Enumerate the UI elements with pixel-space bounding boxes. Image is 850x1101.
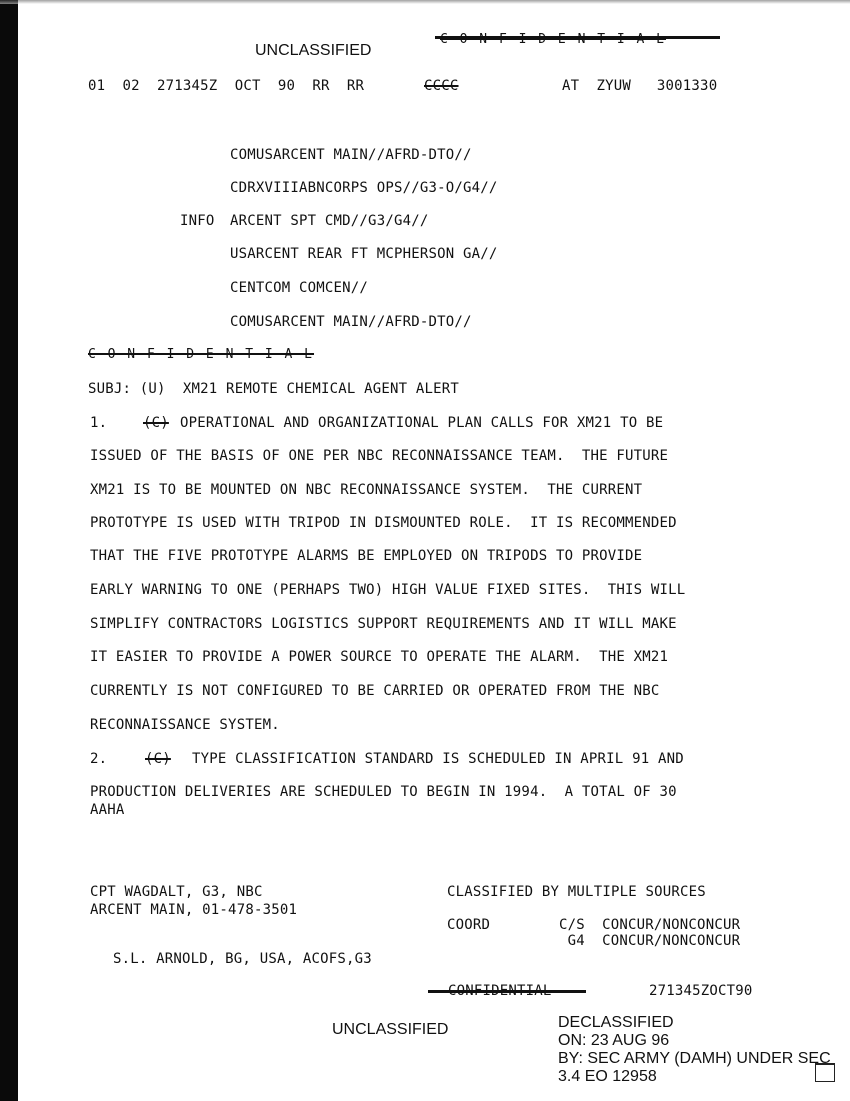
para1-classification-mark: (C) <box>143 415 169 431</box>
top-confidential-marking: C O N F I D E N T I A L <box>440 32 667 47</box>
scan-top-rule <box>0 0 850 4</box>
drafter-office-phone: ARCENT MAIN, 01-478-3501 <box>90 902 298 918</box>
subject-line: SUBJ: (U) XM21 REMOTE CHEMICAL AGENT ALERT <box>88 381 460 397</box>
info-addressee-1: ARCENT SPT CMD//G3/G4// <box>230 213 429 229</box>
bottom-confidential-marking: CONFIDENTIAL <box>448 983 552 999</box>
dtg-stamp: 271345ZOCT90 <box>649 983 753 999</box>
para1-number: 1. <box>90 415 108 431</box>
para1-line-2: ISSUED OF THE BASIS OF ONE PER NBC RECONNAISSANCE TEAM. THE FUTURE <box>90 448 669 464</box>
para1-line-3: XM21 IS TO BE MOUNTED ON NBC RECONNAISSANCE SYSTEM. THE CURRENT <box>90 482 643 498</box>
declassified-line-4: 3.4 EO 12958 <box>558 1068 657 1085</box>
info-addressee-2: USARCENT REAR FT MCPHERSON GA// <box>230 246 498 262</box>
info-addressee-4: COMUSARCENT MAIN//AFRD-DTO// <box>230 314 472 330</box>
classified-by: CLASSIFIED BY MULTIPLE SOURCES <box>447 884 706 900</box>
routing-struck-code: CCCC <box>424 78 459 94</box>
para1-line-8: IT EASIER TO PROVIDE A POWER SOURCE TO OPERATE THE ALARM. THE XM21 <box>90 649 669 665</box>
routing-line-left: 01 02 271345Z OCT 90 RR RR <box>88 78 365 94</box>
para1-line-9: CURRENTLY IS NOT CONFIGURED TO BE CARRIED OR OPERATED FROM THE NBC <box>90 683 660 699</box>
bottom-unclassified-label: UNCLASSIFIED <box>332 1021 449 1038</box>
para2-line-3: AAHA <box>90 802 125 818</box>
para1-line-10: RECONNAISSANCE SYSTEM. <box>90 717 280 733</box>
para1-line-7: SIMPLIFY CONTRACTORS LOGISTICS SUPPORT REQUIREMENTS AND IT WILL MAKE <box>90 616 677 632</box>
releaser-line: S.L. ARNOLD, BG, USA, ACOFS,G3 <box>113 951 372 967</box>
para2-number: 2. <box>90 751 108 767</box>
declassified-line-2: ON: 23 AUG 96 <box>558 1032 670 1049</box>
to-addressee-2: CDRXVIIIABNCORPS OPS//G3-O/G4// <box>230 180 498 196</box>
coord-cs: C/S CONCUR/NONCONCUR <box>559 917 741 933</box>
coord-g4: G4 CONCUR/NONCONCUR <box>559 933 741 949</box>
para2-line-2: PRODUCTION DELIVERIES ARE SCHEDULED TO BEGIN IN 1994. A TOTAL OF 30 <box>90 784 677 800</box>
declassified-line-3: BY: SEC ARMY (DAMH) UNDER SEC <box>558 1050 831 1067</box>
stamp-box-icon <box>815 1063 835 1082</box>
info-addressee-3: CENTCOM COMCEN// <box>230 280 369 296</box>
routing-line-right: AT ZYUW 3001330 <box>562 78 718 94</box>
para1-line-5: THAT THE FIVE PROTOTYPE ALARMS BE EMPLOYED ON TRIPODS TO PROVIDE <box>90 548 643 564</box>
info-label: INFO <box>180 213 215 229</box>
para1-line-1: OPERATIONAL AND ORGANIZATIONAL PLAN CALLS FOR XM21 TO BE <box>180 415 664 431</box>
para2-line-1: TYPE CLASSIFICATION STANDARD IS SCHEDULED IN APRIL 91 AND <box>192 751 684 767</box>
para2-classification-mark: (C) <box>145 751 171 767</box>
scan-edge-bar <box>0 0 18 1101</box>
mid-confidential-marking: C O N F I D E N T I A L <box>88 347 315 362</box>
declassified-line-1: DECLASSIFIED <box>558 1014 674 1031</box>
para1-line-4: PROTOTYPE IS USED WITH TRIPOD IN DISMOUNTED ROLE. IT IS RECOMMENDED <box>90 515 677 531</box>
coord-label: COORD <box>447 917 491 933</box>
para1-line-6: EARLY WARNING TO ONE (PERHAPS TWO) HIGH VALUE FIXED SITES. THIS WILL <box>90 582 686 598</box>
drafter-name: CPT WAGDALT, G3, NBC <box>90 884 263 900</box>
top-unclassified-label: UNCLASSIFIED <box>255 42 372 59</box>
to-addressee-1: COMUSARCENT MAIN//AFRD-DTO// <box>230 147 472 163</box>
